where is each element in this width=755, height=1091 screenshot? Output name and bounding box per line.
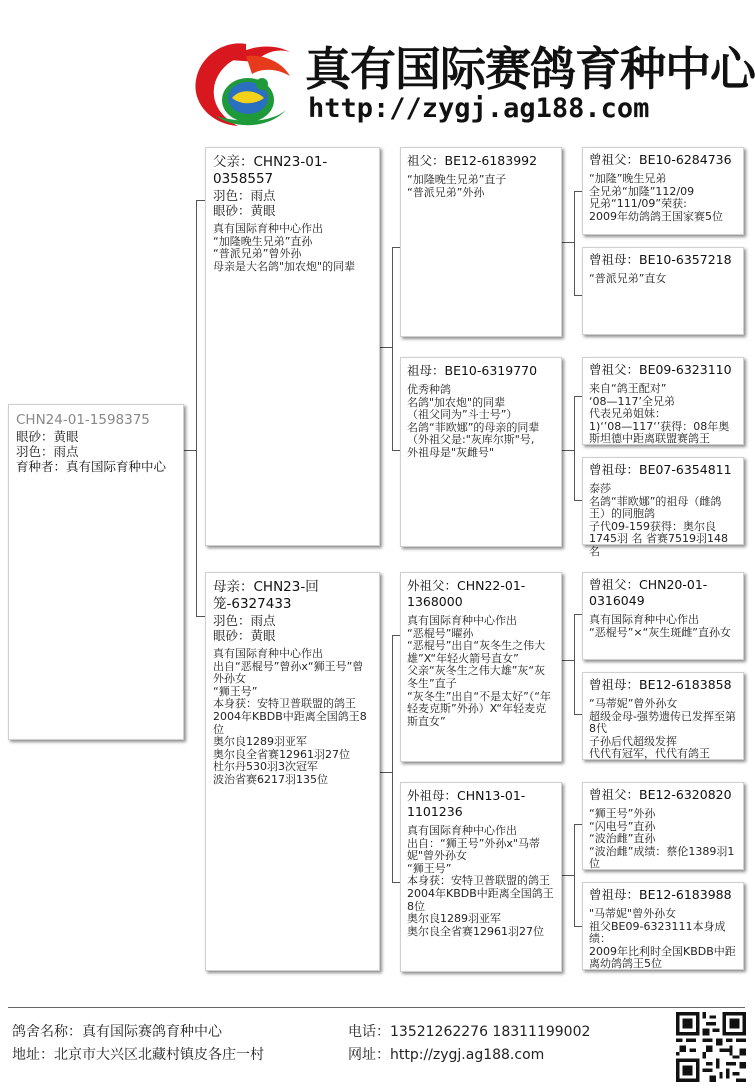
dam-eye: 眼砂：黄眼	[213, 628, 276, 643]
header-url: http://zygj.ag188.com	[308, 93, 650, 124]
grandsire-maternal-ring: 外祖父：CHN22-01-1368000	[407, 578, 526, 609]
subject-color: 羽色：雨点	[16, 444, 79, 459]
granddam-maternal-ring: 外祖母：CHN13-01-1101236	[407, 788, 526, 819]
great-grandparent-card	[582, 672, 744, 760]
phoenix-logo	[186, 38, 304, 130]
great-grandparent-desc: 来自“鸽王配对” ‘08—117’全兄弟 代表兄弟姐妹： 1)‘’08—117‘’获得：08年奥斯坦德中距离联盟赛鸽王	[589, 382, 730, 446]
sire-card	[205, 147, 380, 546]
subject-eye: 眼砂：黄眼	[16, 429, 79, 444]
great-grandparent-card	[582, 147, 744, 235]
great-grandparent-desc: “马蒂妮”曾外孙女 超级金母-强势遗传已发挥至第8代 子孙后代超级发挥 代代有冠军，代代有鸽王	[589, 697, 736, 761]
grandsire-maternal-desc: 真有国际育种中心作出 “恶棍号”曜孙 “恶棍号”出自“灰冬生之伟大雄”X“年轻火箭号直女” 父亲“灰冬生之伟大雄”灰“灰冬生”直子 “灰冬生”出自“不是太好”（“年轻麦克斯”外孙）X“年轻麦克斯直女”	[407, 614, 551, 728]
sire-color: 羽色：雨点	[213, 188, 276, 203]
great-grandparent-card	[582, 782, 744, 870]
footer-address: 地址：北京市大兴区北藏村镇皮各庄一村	[12, 1047, 264, 1063]
great-grandparent-card	[582, 247, 744, 335]
footer-website[interactable]: 网址：http://zygj.ag188.com	[348, 1047, 545, 1063]
subject-card	[8, 404, 184, 740]
great-grandparent-card	[582, 882, 744, 970]
great-grandparent-ring: 曾祖母：BE12-6183988	[589, 887, 732, 902]
subject-ring: CHN24-01-1598375	[16, 412, 150, 428]
footer-phone: 电话：13521262276 18311199002	[348, 1024, 591, 1040]
great-grandparent-ring: 曾祖母：BE10-6357218	[589, 252, 732, 267]
great-grandparent-ring: 曾祖母：BE12-6183858	[589, 677, 732, 692]
great-grandparent-ring: 曾祖父：BE09-6323110	[589, 362, 732, 377]
granddam-paternal-ring: 祖母：BE10-6319770	[407, 363, 538, 378]
great-grandparent-desc: “加隆”晚生兄弟 全兄弟“加隆”112/09 兄弟“111/09”荣获: 2009年幼鸽鸽王国家赛5位	[589, 172, 723, 223]
footer-divider	[8, 1007, 745, 1008]
great-grandparent-desc: 真有国际育种中心作出 “恶棍号”×“灰生斑雌”直孙女	[589, 613, 732, 639]
great-grandparent-desc: "马蒂妮"曾外孙女 祖父BE09-6323111本身成绩： 2009年比利时全国KBDB中距离幼鸽鸽王5位	[589, 907, 736, 971]
footer-loft-name: 鸽舍名称：真有国际赛鸽育种中心	[12, 1024, 222, 1040]
grandsire-paternal-ring: 祖父：BE12-6183992	[407, 153, 538, 168]
sire-ring: 父亲：CHN23-01-0358557	[213, 154, 328, 187]
header-title: 真有国际赛鸽育种中心	[305, 42, 755, 96]
header	[0, 0, 753, 130]
great-grandparent-card	[582, 357, 744, 445]
granddam-paternal-desc: 优秀种鸽 名鸽"加农炮"的同辈 （祖父同为”斗士号”） 名鸽“菲欧娜”的母亲的同辈 （外祖父是:"灰库尔斯"号, 外祖母是"灰雌号"	[407, 383, 540, 459]
granddam-paternal-card	[400, 357, 562, 547]
dam-card	[205, 572, 380, 971]
sire-eye: 眼砂：黄眼	[213, 203, 276, 218]
great-grandparent-card	[582, 572, 744, 660]
dam-ring: 母亲：CHN23-回笼-6327433	[213, 579, 319, 612]
grandsire-maternal-card	[400, 572, 562, 762]
great-grandparent-ring: 曾祖父：CHN20-01-0316049	[589, 577, 708, 608]
great-grandparent-desc: “狮王号”外孙 “闪电号”直孙 “波治雌”直孙 “波治雌”成绩：蔡伦1389羽1位	[589, 807, 735, 871]
great-grandparent-card	[582, 457, 744, 558]
grandsire-paternal-desc: “加隆晚生兄弟”直子 “普派兄弟”外孙	[407, 173, 507, 199]
great-grandparent-ring: 曾祖父：BE12-6320820	[589, 787, 732, 802]
great-grandparent-ring: 曾祖父：BE10-6284736	[589, 152, 732, 167]
dam-color: 羽色：雨点	[213, 613, 276, 628]
subject-breeder: 育种者：真有国际育种中心	[16, 459, 167, 474]
dam-desc: 真有国际育种中心作出 出自“恶棍号”曾孙x“狮王号”曾外孙女 “狮王号” 本身获：安特卫普联盟的鸽王 2004年KBDB中距离全国鸽王8位 奥尔良1289羽亚军 奥尔良全省赛12961羽27位 杜尔丹530羽3次冠军 波治省赛6217羽135位	[213, 647, 367, 786]
great-grandparent-desc: 泰莎 名鸽“菲欧娜”的祖母（雌鸽王）的同胞鸽 子代09-159获得：奥尔良1745羽 名 省赛7519羽148名	[589, 482, 728, 558]
grandsire-paternal-card	[400, 147, 562, 337]
qr-code-icon	[676, 1012, 746, 1082]
sire-desc: 真有国际育种中心作出 “加隆晚生兄弟”直孙 “普派兄弟”曾外孙 母亲是大名鸽"加农炮"的同辈	[213, 222, 356, 273]
granddam-maternal-desc: 真有国际育种中心作出 出自：“狮王号”外孙x"马蒂妮"曾外孙女 “狮王号” 本身获：安特卫普联盟的鸽王 2004年KBDB中距离全国鸽王8位 奥尔良1289羽亚军 奥尔良全省赛12961羽27位	[407, 824, 554, 938]
great-grandparent-ring: 曾祖母：BE07-6354811	[589, 462, 732, 477]
great-grandparent-desc: “普派兄弟”直女	[589, 272, 667, 285]
granddam-maternal-card	[400, 782, 562, 972]
